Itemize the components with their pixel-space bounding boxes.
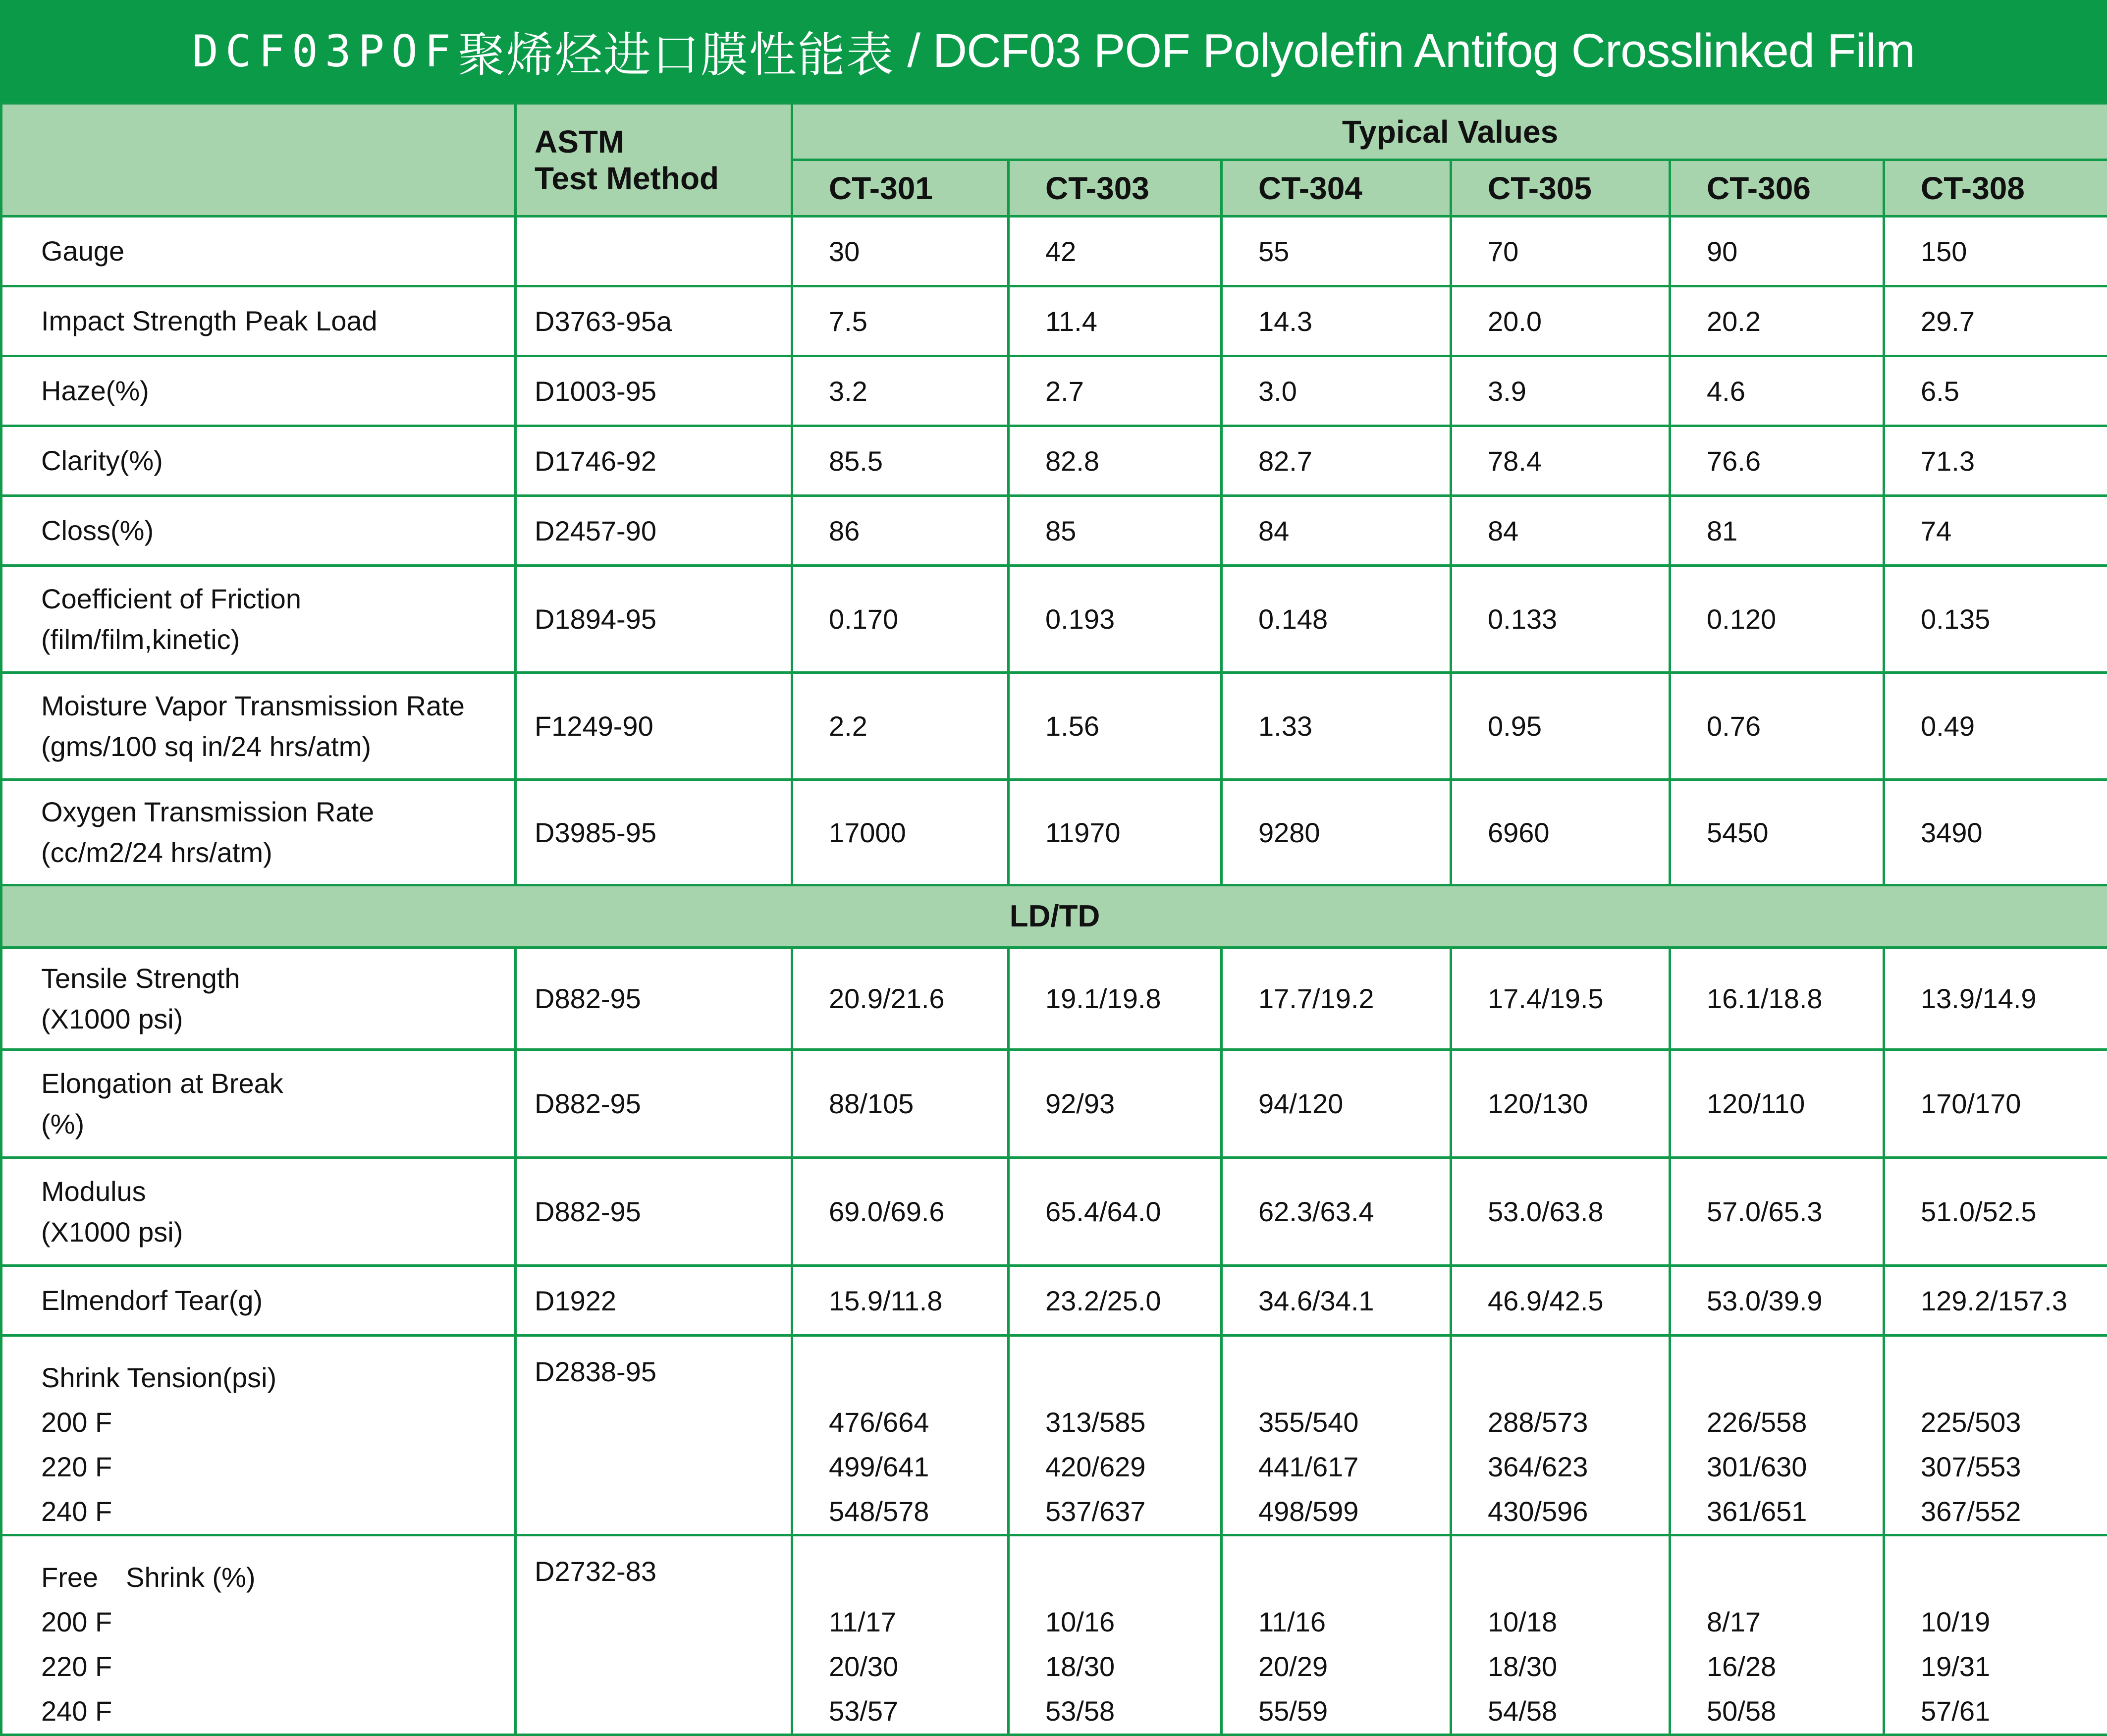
value-cell: 5450 — [1670, 780, 1884, 885]
table-row — [1, 948, 2107, 1050]
value-cell: 0.133 — [1451, 566, 1670, 673]
value-line: 364/623 — [1488, 1445, 1669, 1489]
property-label-line: Gauge — [41, 231, 514, 271]
header-model: CT-301 — [792, 160, 1009, 217]
property-label-line: Haze(%) — [41, 371, 514, 411]
value-cell: 94/120 — [1222, 1050, 1451, 1158]
value-cell: 88/105 — [792, 1050, 1009, 1158]
value-cell: 0.170 — [792, 566, 1009, 673]
property-label-line: Modulus — [41, 1171, 514, 1212]
value-spacer — [1921, 1356, 2107, 1400]
value-cell: 51.0/52.5 — [1884, 1158, 2107, 1266]
value-line: 20/30 — [829, 1644, 1007, 1689]
property-label-line: (film/film,kinetic) — [41, 619, 514, 660]
title-chinese: 聚烯烃进口膜性能表 — [458, 17, 895, 85]
property-label-line: (X1000 psi) — [41, 1212, 514, 1252]
property-label-line: 240 F — [41, 1489, 514, 1534]
property-label — [1, 1050, 516, 1158]
property-label — [1, 1266, 516, 1336]
value-cell — [1670, 1535, 1884, 1735]
value-cell: 62.3/63.4 — [1222, 1158, 1451, 1266]
astm-method: D1003-95 — [516, 356, 792, 426]
value-cell: 15.9/11.8 — [792, 1266, 1009, 1336]
table-row — [1, 217, 2107, 286]
property-label-line: Closs(%) — [41, 510, 514, 551]
value-line: 11/17 — [829, 1600, 1007, 1644]
table-row — [1, 1266, 2107, 1336]
value-line: 499/641 — [829, 1445, 1007, 1489]
value-spacer — [1045, 1356, 1220, 1400]
value-spacer — [1488, 1356, 1669, 1400]
value-line: 537/637 — [1045, 1489, 1220, 1534]
value-cell — [1884, 1336, 2107, 1535]
astm-method: D3763-95a — [516, 286, 792, 356]
astm-method: D2838-95 — [516, 1336, 792, 1535]
value-cell: 14.3 — [1222, 286, 1451, 356]
section-row — [1, 885, 2107, 948]
property-label — [1, 356, 516, 426]
astm-method: D882-95 — [516, 1050, 792, 1158]
value-cell: 0.76 — [1670, 673, 1884, 780]
property-label-line: (gms/100 sq in/24 hrs/atm) — [41, 726, 514, 767]
value-cell — [1222, 1336, 1451, 1535]
property-label-line: Moisture Vapor Transmission Rate — [41, 686, 514, 726]
value-cell: 2.2 — [792, 673, 1009, 780]
value-cell: 170/170 — [1884, 1050, 2107, 1158]
value-line: 10/18 — [1488, 1600, 1669, 1644]
title-code: DCF03POF — [192, 26, 458, 77]
property-label-line: 220 F — [41, 1644, 514, 1689]
property-label-line: (X1000 psi) — [41, 999, 514, 1039]
value-line: 55/59 — [1258, 1689, 1450, 1734]
astm-method: D1746-92 — [516, 426, 792, 496]
value-cell: 0.49 — [1884, 673, 2107, 780]
value-cell: 23.2/25.0 — [1009, 1266, 1222, 1336]
value-cell: 42 — [1009, 217, 1222, 286]
property-label-line: 200 F — [41, 1600, 514, 1644]
value-spacer — [1921, 1555, 2107, 1600]
astm-method: D2732-83 — [516, 1535, 792, 1735]
value-cell: 53.0/63.8 — [1451, 1158, 1670, 1266]
value-line: 53/58 — [1045, 1689, 1220, 1734]
value-cell: 6960 — [1451, 780, 1670, 885]
value-line: 20/29 — [1258, 1644, 1450, 1689]
value-line: 16/28 — [1707, 1644, 1883, 1689]
section-label-ldtd: LD/TD — [1, 885, 2107, 948]
value-spacer — [829, 1555, 1007, 1600]
value-cell: 1.33 — [1222, 673, 1451, 780]
value-cell: 3.2 — [792, 356, 1009, 426]
value-cell: 11.4 — [1009, 286, 1222, 356]
value-line: 498/599 — [1258, 1489, 1450, 1534]
value-cell: 82.7 — [1222, 426, 1451, 496]
property-label-line: Oxygen Transmission Rate — [41, 792, 514, 832]
astm-method: D1894-95 — [516, 566, 792, 673]
value-cell: 20.2 — [1670, 286, 1884, 356]
table-row — [1, 566, 2107, 673]
title-bar — [0, 0, 2107, 102]
value-line: 10/16 — [1045, 1600, 1220, 1644]
value-cell — [1670, 1336, 1884, 1535]
value-line: 441/617 — [1258, 1445, 1450, 1489]
value-line: 19/31 — [1921, 1644, 2107, 1689]
header-typical-values: Typical Values — [792, 104, 2107, 160]
value-cell: 9280 — [1222, 780, 1451, 885]
header-model: CT-303 — [1009, 160, 1222, 217]
value-cell: 53.0/39.9 — [1670, 1266, 1884, 1336]
value-cell: 74 — [1884, 496, 2107, 566]
value-line: 50/58 — [1707, 1689, 1883, 1734]
value-line: 226/558 — [1707, 1400, 1883, 1445]
properties-table — [0, 102, 2107, 1736]
value-cell: 46.9/42.5 — [1451, 1266, 1670, 1336]
property-label-line: 200 F — [41, 1400, 514, 1445]
table-row — [1, 673, 2107, 780]
property-label-line: Tensile Strength — [41, 958, 514, 999]
value-line: 18/30 — [1045, 1644, 1220, 1689]
value-cell: 29.7 — [1884, 286, 2107, 356]
value-cell: 92/93 — [1009, 1050, 1222, 1158]
astm-method: D882-95 — [516, 1158, 792, 1266]
value-cell: 120/110 — [1670, 1050, 1884, 1158]
value-spacer — [1488, 1555, 1669, 1600]
value-cell: 70 — [1451, 217, 1670, 286]
value-cell: 71.3 — [1884, 426, 2107, 496]
value-line: 313/585 — [1045, 1400, 1220, 1445]
table-body — [1, 217, 2107, 1735]
value-cell: 65.4/64.0 — [1009, 1158, 1222, 1266]
property-label — [1, 673, 516, 780]
value-cell: 85 — [1009, 496, 1222, 566]
value-cell: 17000 — [792, 780, 1009, 885]
property-label — [1, 948, 516, 1050]
property-label — [1, 1535, 516, 1735]
value-line: 307/553 — [1921, 1445, 2107, 1489]
header-model: CT-305 — [1451, 160, 1670, 217]
property-label-line: (%) — [41, 1104, 514, 1144]
astm-method — [516, 217, 792, 286]
value-cell — [1009, 1535, 1222, 1735]
value-cell — [792, 1336, 1009, 1535]
value-cell: 0.120 — [1670, 566, 1884, 673]
property-label-line: 220 F — [41, 1445, 514, 1489]
value-cell — [792, 1535, 1009, 1735]
value-cell: 129.2/157.3 — [1884, 1266, 2107, 1336]
value-cell: 69.0/69.6 — [792, 1158, 1009, 1266]
title-separator: / — [895, 24, 933, 78]
value-spacer — [1045, 1555, 1220, 1600]
value-cell: 0.148 — [1222, 566, 1451, 673]
astm-method: D3985-95 — [516, 780, 792, 885]
value-cell — [1009, 1336, 1222, 1535]
property-label-line: Coefficient of Friction — [41, 579, 514, 619]
property-label — [1, 217, 516, 286]
value-line: 57/61 — [1921, 1689, 2107, 1734]
value-cell: 0.95 — [1451, 673, 1670, 780]
table-row — [1, 1050, 2107, 1158]
value-cell — [1884, 1535, 2107, 1735]
value-line: 355/540 — [1258, 1400, 1450, 1445]
value-cell: 20.0 — [1451, 286, 1670, 356]
value-line: 420/629 — [1045, 1445, 1220, 1489]
value-cell: 2.7 — [1009, 356, 1222, 426]
property-label — [1, 286, 516, 356]
table-row — [1, 1158, 2107, 1266]
title-english: DCF03 POF Polyolefin Antifog Crosslinked Film — [933, 24, 1915, 78]
property-label-line: Impact Strength Peak Load — [41, 301, 514, 341]
value-spacer — [1258, 1555, 1450, 1600]
value-cell: 13.9/14.9 — [1884, 948, 2107, 1050]
value-cell: 30 — [792, 217, 1009, 286]
astm-method: D2457-90 — [516, 496, 792, 566]
header-property-blank — [1, 104, 516, 217]
header-model: CT-306 — [1670, 160, 1884, 217]
value-cell: 90 — [1670, 217, 1884, 286]
value-cell: 120/130 — [1451, 1050, 1670, 1158]
value-line: 288/573 — [1488, 1400, 1669, 1445]
table-row — [1, 496, 2107, 566]
value-cell: 11970 — [1009, 780, 1222, 885]
property-label — [1, 1336, 516, 1535]
property-label-line: Clarity(%) — [41, 440, 514, 481]
value-cell: 6.5 — [1884, 356, 2107, 426]
value-line: 53/57 — [829, 1689, 1007, 1734]
value-cell: 150 — [1884, 217, 2107, 286]
value-line: 548/578 — [829, 1489, 1007, 1534]
value-line: 361/651 — [1707, 1489, 1883, 1534]
value-spacer — [1707, 1356, 1883, 1400]
value-cell: 7.5 — [792, 286, 1009, 356]
value-cell: 57.0/65.3 — [1670, 1158, 1884, 1266]
value-cell: 17.4/19.5 — [1451, 948, 1670, 1050]
value-line: 225/503 — [1921, 1400, 2107, 1445]
property-label-line: Shrink Tension(psi) — [41, 1356, 514, 1400]
property-label — [1, 780, 516, 885]
value-line: 8/17 — [1707, 1600, 1883, 1644]
value-cell — [1222, 1535, 1451, 1735]
value-spacer — [1707, 1555, 1883, 1600]
value-cell: 34.6/34.1 — [1222, 1266, 1451, 1336]
property-label — [1, 566, 516, 673]
property-label-line: 240 F — [41, 1689, 514, 1734]
value-line: 367/552 — [1921, 1489, 2107, 1534]
value-cell: 3490 — [1884, 780, 2107, 885]
value-cell: 1.56 — [1009, 673, 1222, 780]
value-cell: 84 — [1451, 496, 1670, 566]
value-cell: 0.193 — [1009, 566, 1222, 673]
value-cell: 55 — [1222, 217, 1451, 286]
value-cell: 86 — [792, 496, 1009, 566]
value-cell: 16.1/18.8 — [1670, 948, 1884, 1050]
property-label — [1, 496, 516, 566]
property-label-line: Elmendorf Tear(g) — [41, 1280, 514, 1321]
property-label-line: Elongation at Break — [41, 1063, 514, 1104]
value-cell: 19.1/19.8 — [1009, 948, 1222, 1050]
value-cell: 78.4 — [1451, 426, 1670, 496]
value-cell: 81 — [1670, 496, 1884, 566]
value-line: 301/630 — [1707, 1445, 1883, 1489]
value-cell: 82.8 — [1009, 426, 1222, 496]
value-cell: 20.9/21.6 — [792, 948, 1009, 1050]
property-label-line: Free Shrink (%) — [41, 1555, 514, 1600]
value-cell: 84 — [1222, 496, 1451, 566]
value-cell: 85.5 — [792, 426, 1009, 496]
header-model: CT-304 — [1222, 160, 1451, 217]
table-row — [1, 286, 2107, 356]
table-row-shrink-tension — [1, 1336, 2107, 1535]
value-line: 10/19 — [1921, 1600, 2107, 1644]
property-label-line: (cc/m2/24 hrs/atm) — [41, 832, 514, 873]
property-label — [1, 426, 516, 496]
table-row-free-shrink — [1, 1535, 2107, 1735]
value-line: 11/16 — [1258, 1600, 1450, 1644]
value-cell: 3.9 — [1451, 356, 1670, 426]
value-cell: 76.6 — [1670, 426, 1884, 496]
value-line: 430/596 — [1488, 1489, 1669, 1534]
header-model: CT-308 — [1884, 160, 2107, 217]
value-cell: 17.7/19.2 — [1222, 948, 1451, 1050]
value-cell — [1451, 1535, 1670, 1735]
table-row — [1, 426, 2107, 496]
property-label — [1, 1158, 516, 1266]
value-spacer — [1258, 1356, 1450, 1400]
astm-method: F1249-90 — [516, 673, 792, 780]
table-row — [1, 780, 2107, 885]
table-row — [1, 356, 2107, 426]
astm-method: D882-95 — [516, 948, 792, 1050]
value-cell: 4.6 — [1670, 356, 1884, 426]
value-line: 476/664 — [829, 1400, 1007, 1445]
astm-method: D1922 — [516, 1266, 792, 1336]
header-astm: ASTM Test Method — [516, 104, 792, 217]
value-line: 18/30 — [1488, 1644, 1669, 1689]
value-cell — [1451, 1336, 1670, 1535]
value-cell: 3.0 — [1222, 356, 1451, 426]
value-spacer — [829, 1356, 1007, 1400]
value-line: 54/58 — [1488, 1689, 1669, 1734]
value-cell: 0.135 — [1884, 566, 2107, 673]
